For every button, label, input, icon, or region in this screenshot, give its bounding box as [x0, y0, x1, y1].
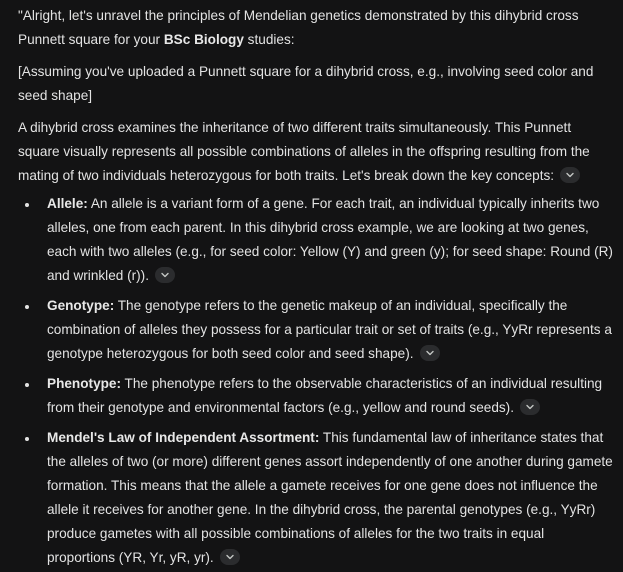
concept-term: Phenotype:: [47, 376, 122, 391]
chevron-down-icon: [161, 272, 169, 278]
list-item-genotype: [18, 294, 613, 366]
concept-term: Mendel's Law of Independent Assortment:: [47, 430, 320, 445]
concept-text: An allele is a variant form of a gene. For each trait, an individual typically inherits two alleles, one from each parent. In this dihybrid cross example, we are looking at two genes, each with two alleles (e.g., for seed color: Yellow (Y) and green (y); for seed shape: Round (R) and wrinkled (r)).: [47, 196, 613, 283]
assumption-paragraph: [Assuming you've uploaded a Punnett square for a dihybrid cross, e.g., involving seed color and seed shape]: [18, 64, 594, 103]
explanation-paragraph: [18, 116, 613, 188]
intro-text-after: studies:: [243, 32, 295, 47]
source-expand-button[interactable]: [420, 345, 440, 361]
concept-term: Genotype:: [47, 298, 115, 313]
intro-text-before: "Alright, let's unravel the principles of Mendelian genetics demonstrated by this dihybrid cross Punnett square for your: [18, 8, 579, 47]
list-item-independent-assortment: [18, 426, 613, 570]
source-expand-button[interactable]: [155, 267, 175, 283]
concept-text: The phenotype refers to the observable characteristics of an individual resulting from their genotype and environmental factors (e.g., yellow and round seeds).: [47, 376, 603, 415]
concept-term: Allele:: [47, 196, 88, 211]
list-item-allele: [18, 192, 613, 288]
chevron-down-icon: [566, 172, 574, 178]
explanation-text: A dihybrid cross examines the inheritance of two different traits simultaneously. This Punnett square visually represents all possible combinations of alleles in the offspring resulting from the mating of two individuals heterozygous for both traits. Let's break down the key concepts:: [18, 120, 590, 183]
source-expand-button[interactable]: [520, 399, 540, 415]
source-expand-button[interactable]: [560, 167, 580, 183]
list-item-phenotype: [18, 372, 613, 420]
concept-text: This fundamental law of inheritance states that the alleles of two (or more) different genes assort independently of one another during gamete formation. This means that the allele a gamete receives for one gene does not influence the allele it receives for another gene. In the dihybrid cross, the parental genotypes (e.g., YyRr) produce gametes with all possible combinations of alleles for the two traits in equal proportions (YR, Yr, yR, yr).: [47, 430, 613, 565]
concept-text: The genotype refers to the genetic makeup of an individual, specifically the combination of alleles they possess for a particular trait or set of traits (e.g., YyRr represents a genotype heterozygous for both seed color and seed shape).: [47, 298, 612, 361]
intro-bold-text: BSc Biology: [163, 32, 244, 47]
intro-paragraph: [18, 4, 613, 52]
chevron-down-icon: [526, 404, 534, 410]
chevron-down-icon: [426, 350, 434, 356]
chevron-down-icon: [226, 554, 234, 560]
source-expand-button[interactable]: [220, 549, 240, 565]
concept-list: [18, 192, 613, 570]
